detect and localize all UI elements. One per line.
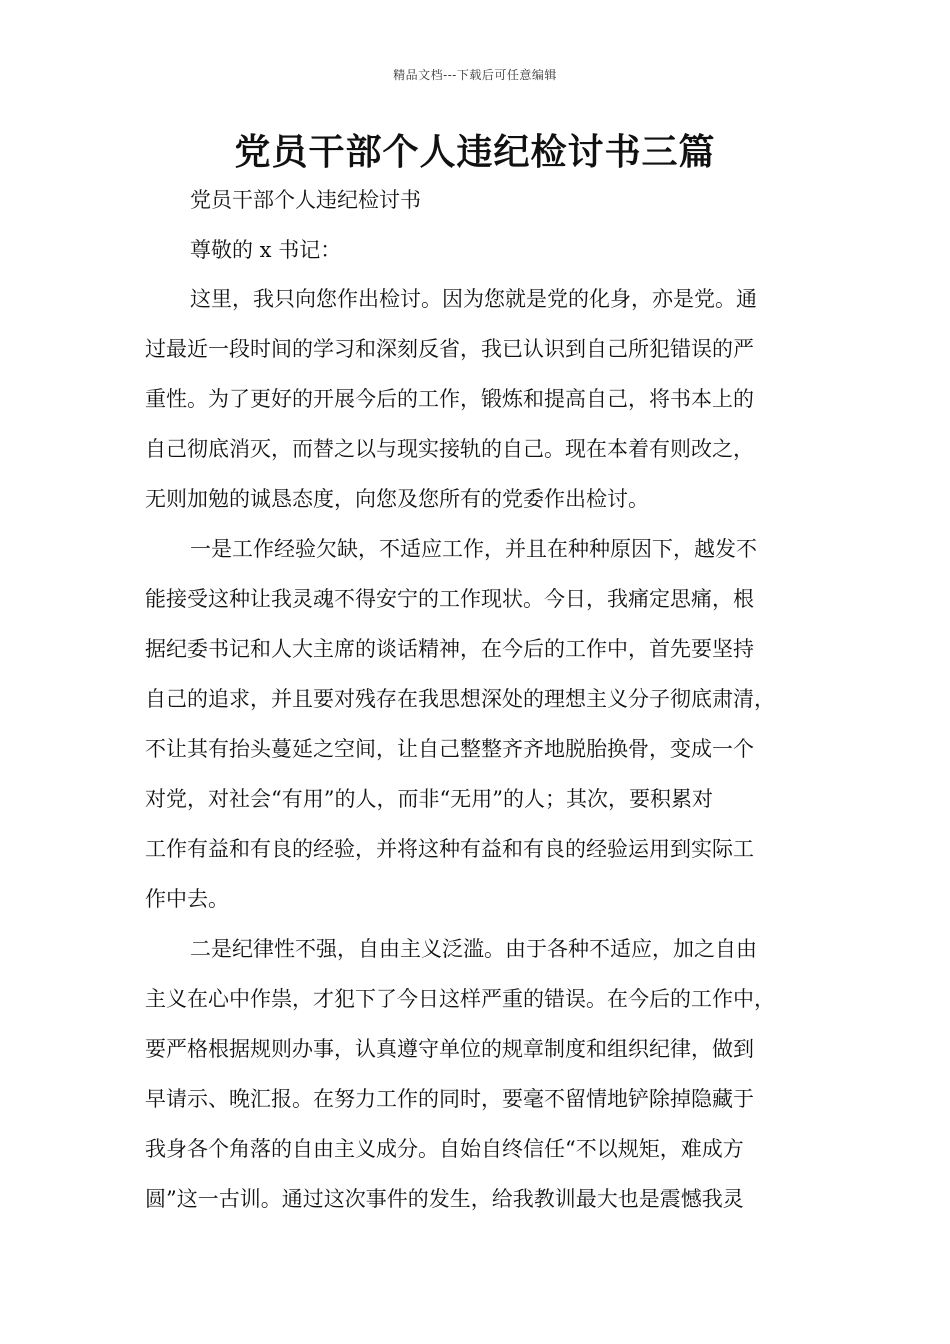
body-line: 能接受这种让我灵魂不得安宁的工作现状。今日，我痛定思痛，根 [145, 587, 754, 611]
body-line: 据纪委书记和人大主席的谈话精神，在今后的工作中，首先要坚持 [145, 637, 754, 661]
document-title: 党员干部个人违纪检讨书三篇 [234, 132, 716, 173]
page-header: 精品文档---下载后可任意编辑 [393, 68, 557, 82]
body-line: 二是纪律性不强，自由主义泛滥。由于各种不适应，加之自由 [190, 937, 757, 961]
body-line: 过最近一段时间的学习和深刻反省，我已认识到自己所犯错误的严 [145, 337, 754, 361]
body-line: 我身各个角落的自由主义成分。自始自终信任“不以规矩，难成方 [145, 1137, 744, 1161]
body-line: 要严格根据规则办事，认真遵守单位的规章制度和组织纪律，做到 [145, 1037, 754, 1061]
body-line: 作中去。 [145, 887, 229, 911]
body-line: 工作有益和有良的经验，并将这种有益和有良的经验运用到实际工 [145, 837, 754, 861]
body-line: 主义在心中作祟，才犯下了今日这样严重的错误。在今后的工作中， [145, 987, 775, 1011]
body-line: 早请示、晚汇报。在努力工作的同时，要毫不留情地铲除掉隐藏于 [145, 1087, 754, 1111]
subtitle: 党员干部个人违纪检讨书 [190, 188, 421, 212]
body-line: 不让其有抬头蔓延之空间，让自己整整齐齐地脱胎换骨，变成一个 [145, 737, 754, 761]
body-line: 对党，对社会“有用”的人，而非“无用”的人；其次，要积累对 [145, 787, 713, 811]
body-line: 这里，我只向您作出检讨。因为您就是党的化身，亦是党。通 [190, 287, 757, 311]
body-line: 无则加勉的诚恳态度，向您及您所有的党委作出检讨。 [145, 487, 649, 511]
salutation: 尊敬的 x 书记： [190, 238, 342, 262]
body-line: 圆”这一古训。通过这次事件的发生，给我教训最大也是震憾我灵 [145, 1187, 744, 1211]
body-line: 自己彻底消灭，而替之以与现实接轨的自己。现在本着有则改之， [145, 437, 754, 461]
body-line: 重性。为了更好的开展今后的工作，锻炼和提高自己，将书本上的 [145, 387, 754, 411]
body-line: 自己的追求，并且要对残存在我思想深处的理想主义分子彻底肃清， [145, 687, 775, 711]
body-line: 一是工作经验欠缺，不适应工作，并且在种种原因下，越发不 [190, 537, 757, 561]
